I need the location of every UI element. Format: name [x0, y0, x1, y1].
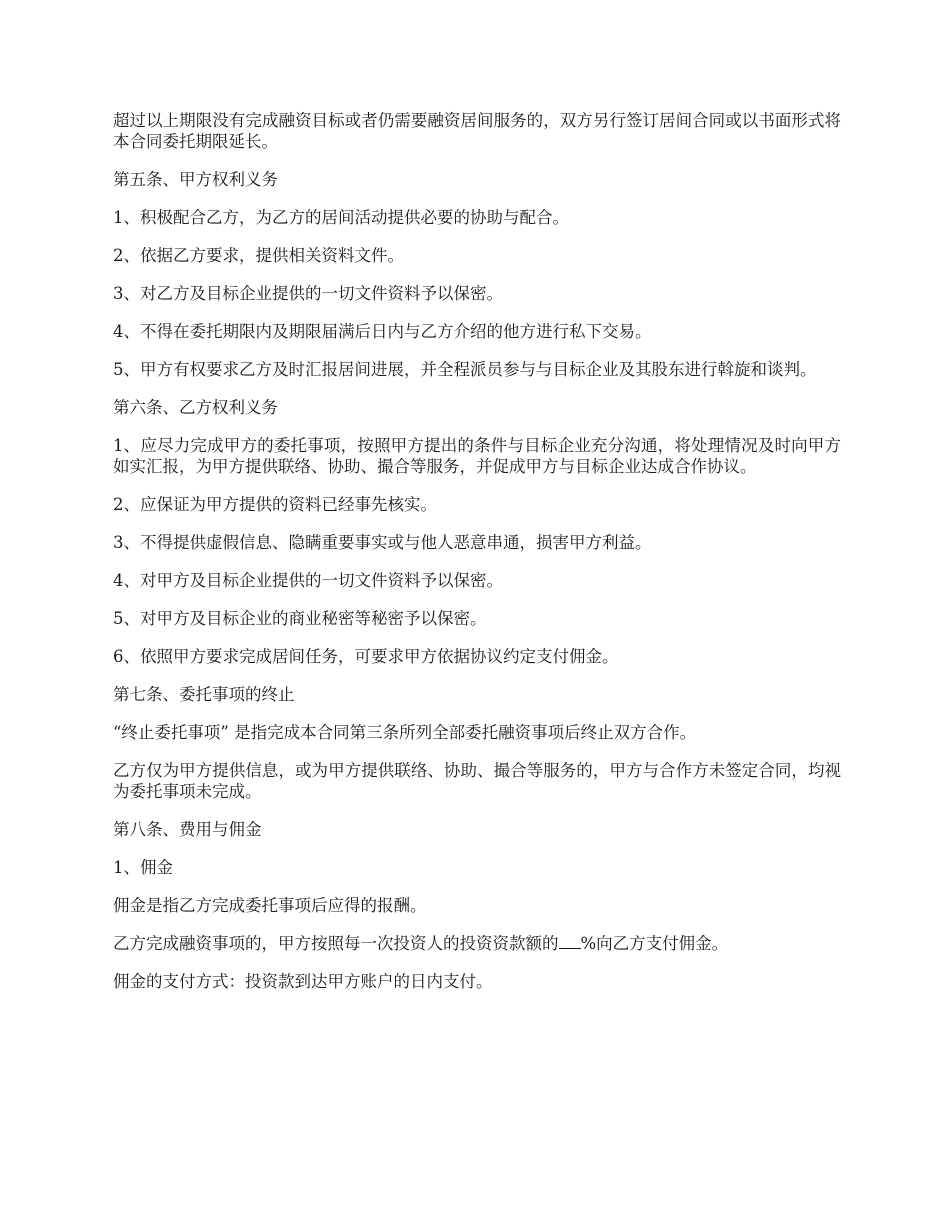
heading-article-6: 第六条、乙方权利义务 — [113, 398, 278, 417]
heading-article-7: 第七条、委托事项的终止 — [113, 685, 295, 704]
heading-commission: 1、佣金 — [113, 858, 173, 877]
paragraph-termination-definition: “终止委托事项” 是指完成本合同第三条所列全部委托融资事项后终止双方合作。 — [113, 723, 697, 742]
paragraph-a-duty-2: 2、依据乙方要求，提供相关资料文件。 — [113, 246, 404, 265]
commission-text-after: %向乙方支付佣金。 — [580, 934, 729, 953]
paragraph-b-duty-2: 2、应保证为甲方提供的资料已经事先核实。 — [113, 495, 437, 514]
heading-article-8: 第八条、费用与佣金 — [113, 820, 262, 839]
paragraph-b-duty-5: 5、对甲方及目标企业的商业秘密等秘密予以保密。 — [113, 609, 487, 628]
paragraph-b-duty-4: 4、对甲方及目标企业提供的一切文件资料予以保密。 — [113, 571, 503, 590]
paragraph-commission-rate — [113, 933, 841, 954]
paragraph-termination-incomplete: 乙方仅为甲方提供信息，或为甲方提供联络、协助、撮合等服务的，甲方与合作方未签定合同，均视为委托事项未完成。 — [113, 761, 841, 801]
paragraph-a-duty-4: 4、不得在委托期限内及期限届满后日内与乙方介绍的他方进行私下交易。 — [113, 322, 652, 341]
paragraph-a-duty-5: 5、甲方有权要求乙方及时汇报居间进展，并全程派员参与与目标企业及其股东进行斡旋和谈判。 — [113, 360, 817, 379]
paragraph-payment-method: 佣金的支付方式：投资款到达甲方账户的日内支付。 — [113, 972, 493, 991]
paragraph-b-duty-3: 3、不得提供虚假信息、隐瞒重要事实或与他人恶意串通，损害甲方利益。 — [113, 533, 652, 552]
commission-text-before: 乙方完成融资事项的，甲方按照每一次投资人的投资资款额的 — [113, 934, 559, 953]
paragraph-commission-definition: 佣金是指乙方完成委托事项后应得的报酬。 — [113, 896, 427, 915]
paragraph-b-duty-1: 1、应尽力完成甲方的委托事项，按照甲方提出的条件与目标企业充分沟通，将处理情况及时向甲方如实汇报，为甲方提供联络、协助、撮合等服务，并促成甲方与目标企业达成合作协议。 — [113, 436, 841, 476]
paragraph-term-extension: 超过以上期限没有完成融资目标或者仍需要融资居间服务的，双方另行签订居间合同或以书面形式将本合同委托期限延长。 — [113, 111, 841, 151]
heading-article-5: 第五条、甲方权利义务 — [113, 170, 278, 189]
document-page — [113, 110, 841, 1009]
paragraph-b-duty-6: 6、依照甲方要求完成居间任务，可要求甲方依据协议约定支付佣金。 — [113, 647, 619, 666]
commission-rate-blank — [559, 948, 581, 949]
paragraph-a-duty-1: 1、积极配合乙方，为乙方的居间活动提供必要的协助与配合。 — [113, 208, 569, 227]
paragraph-a-duty-3: 3、对乙方及目标企业提供的一切文件资料予以保密。 — [113, 284, 503, 303]
